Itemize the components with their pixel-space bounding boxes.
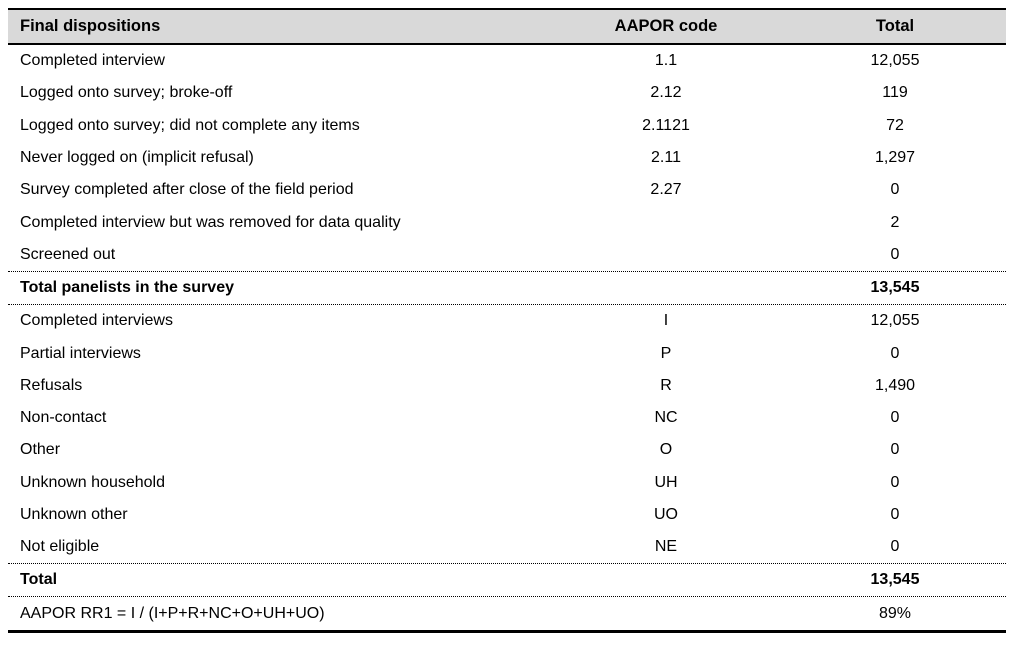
row-aapor-code: NE (654, 538, 678, 556)
response-rate-value: 89% (878, 604, 912, 622)
table-row (8, 174, 1006, 206)
total-panelists-label: Total panelists in the survey (20, 279, 234, 297)
grand-total-row (8, 563, 1006, 597)
row-aapor-code: P (660, 344, 672, 362)
table-row (8, 402, 1006, 434)
row-aapor-code: UO (654, 506, 678, 523)
aapor-categories-section (8, 305, 1006, 563)
row-total-value: 0 (890, 245, 900, 263)
row-total-value: 0 (890, 181, 900, 199)
row-total-value: 1,490 (874, 376, 916, 394)
row-label: Refusals (20, 376, 83, 394)
row-aapor-code: R (660, 376, 672, 394)
row-total-value: 0 (890, 344, 900, 362)
row-total-value: 0 (890, 506, 900, 523)
row-total-value: 0 (890, 538, 900, 556)
row-aapor-code: 2.1121 (642, 116, 690, 134)
row-label: Screened out (20, 245, 116, 263)
header-aapor-code: AAPOR code (614, 17, 718, 35)
table-row (8, 434, 1006, 466)
row-aapor-code: UH (654, 473, 678, 491)
final-dispositions-table (8, 8, 1006, 633)
row-aapor-code: 2.27 (650, 181, 682, 199)
total-panelists-row (8, 271, 1006, 305)
table-header-row (8, 10, 1006, 45)
row-label: Partial interviews (20, 344, 141, 362)
row-total-value: 119 (882, 84, 908, 102)
row-label: Survey completed after close of the field period (20, 181, 354, 199)
row-label: Logged onto survey; did not complete any items (20, 116, 360, 134)
row-total-value: 12,055 (870, 312, 920, 330)
dispositions-section (8, 45, 1006, 271)
table-row (8, 305, 1006, 337)
table-row (8, 467, 1006, 499)
response-rate-formula: AAPOR RR1 = I / (I+P+R+NC+O+UH+UO) (20, 604, 325, 622)
row-total-value: 0 (890, 409, 900, 427)
row-aapor-code: 2.12 (650, 84, 682, 102)
total-panelists-value: 13,545 (870, 279, 920, 297)
row-total-value: 0 (890, 441, 900, 459)
row-label: Other (20, 441, 61, 459)
table-row (8, 206, 1006, 238)
table-row (8, 110, 1006, 142)
row-label: Unknown other (20, 506, 128, 523)
grand-total-label: Total (20, 571, 58, 589)
row-label: Unknown household (20, 473, 165, 491)
row-label: Never logged on (implicit refusal) (20, 149, 254, 167)
row-total-value: 12,055 (870, 52, 920, 70)
row-aapor-code: NC (654, 409, 678, 427)
header-total: Total (875, 17, 915, 35)
table-row (8, 337, 1006, 369)
row-total-value: 0 (890, 473, 900, 491)
row-label: Completed interview but was removed for data quality (20, 213, 401, 231)
row-total-value: 72 (886, 116, 904, 134)
row-total-value: 1,297 (874, 149, 916, 167)
table-row (8, 45, 1006, 77)
table-row (8, 531, 1006, 563)
row-aapor-code: 1.1 (654, 52, 678, 70)
response-rate-row (8, 597, 1006, 633)
row-label: Completed interviews (20, 312, 173, 330)
table-row (8, 239, 1006, 271)
table-row (8, 499, 1006, 531)
row-label: Completed interview (20, 52, 165, 70)
row-label: Logged onto survey; broke-off (20, 84, 233, 102)
table-row (8, 370, 1006, 402)
row-aapor-code: I (663, 312, 669, 330)
row-label: Non-contact (20, 409, 107, 427)
header-final-dispositions: Final dispositions (20, 17, 161, 35)
row-aapor-code: 2.11 (651, 149, 681, 167)
row-aapor-code: O (659, 441, 673, 459)
table-row (8, 77, 1006, 109)
grand-total-value: 13,545 (870, 571, 920, 589)
row-total-value: 2 (890, 213, 900, 231)
row-label: Not eligible (20, 538, 100, 556)
table-row (8, 142, 1006, 174)
